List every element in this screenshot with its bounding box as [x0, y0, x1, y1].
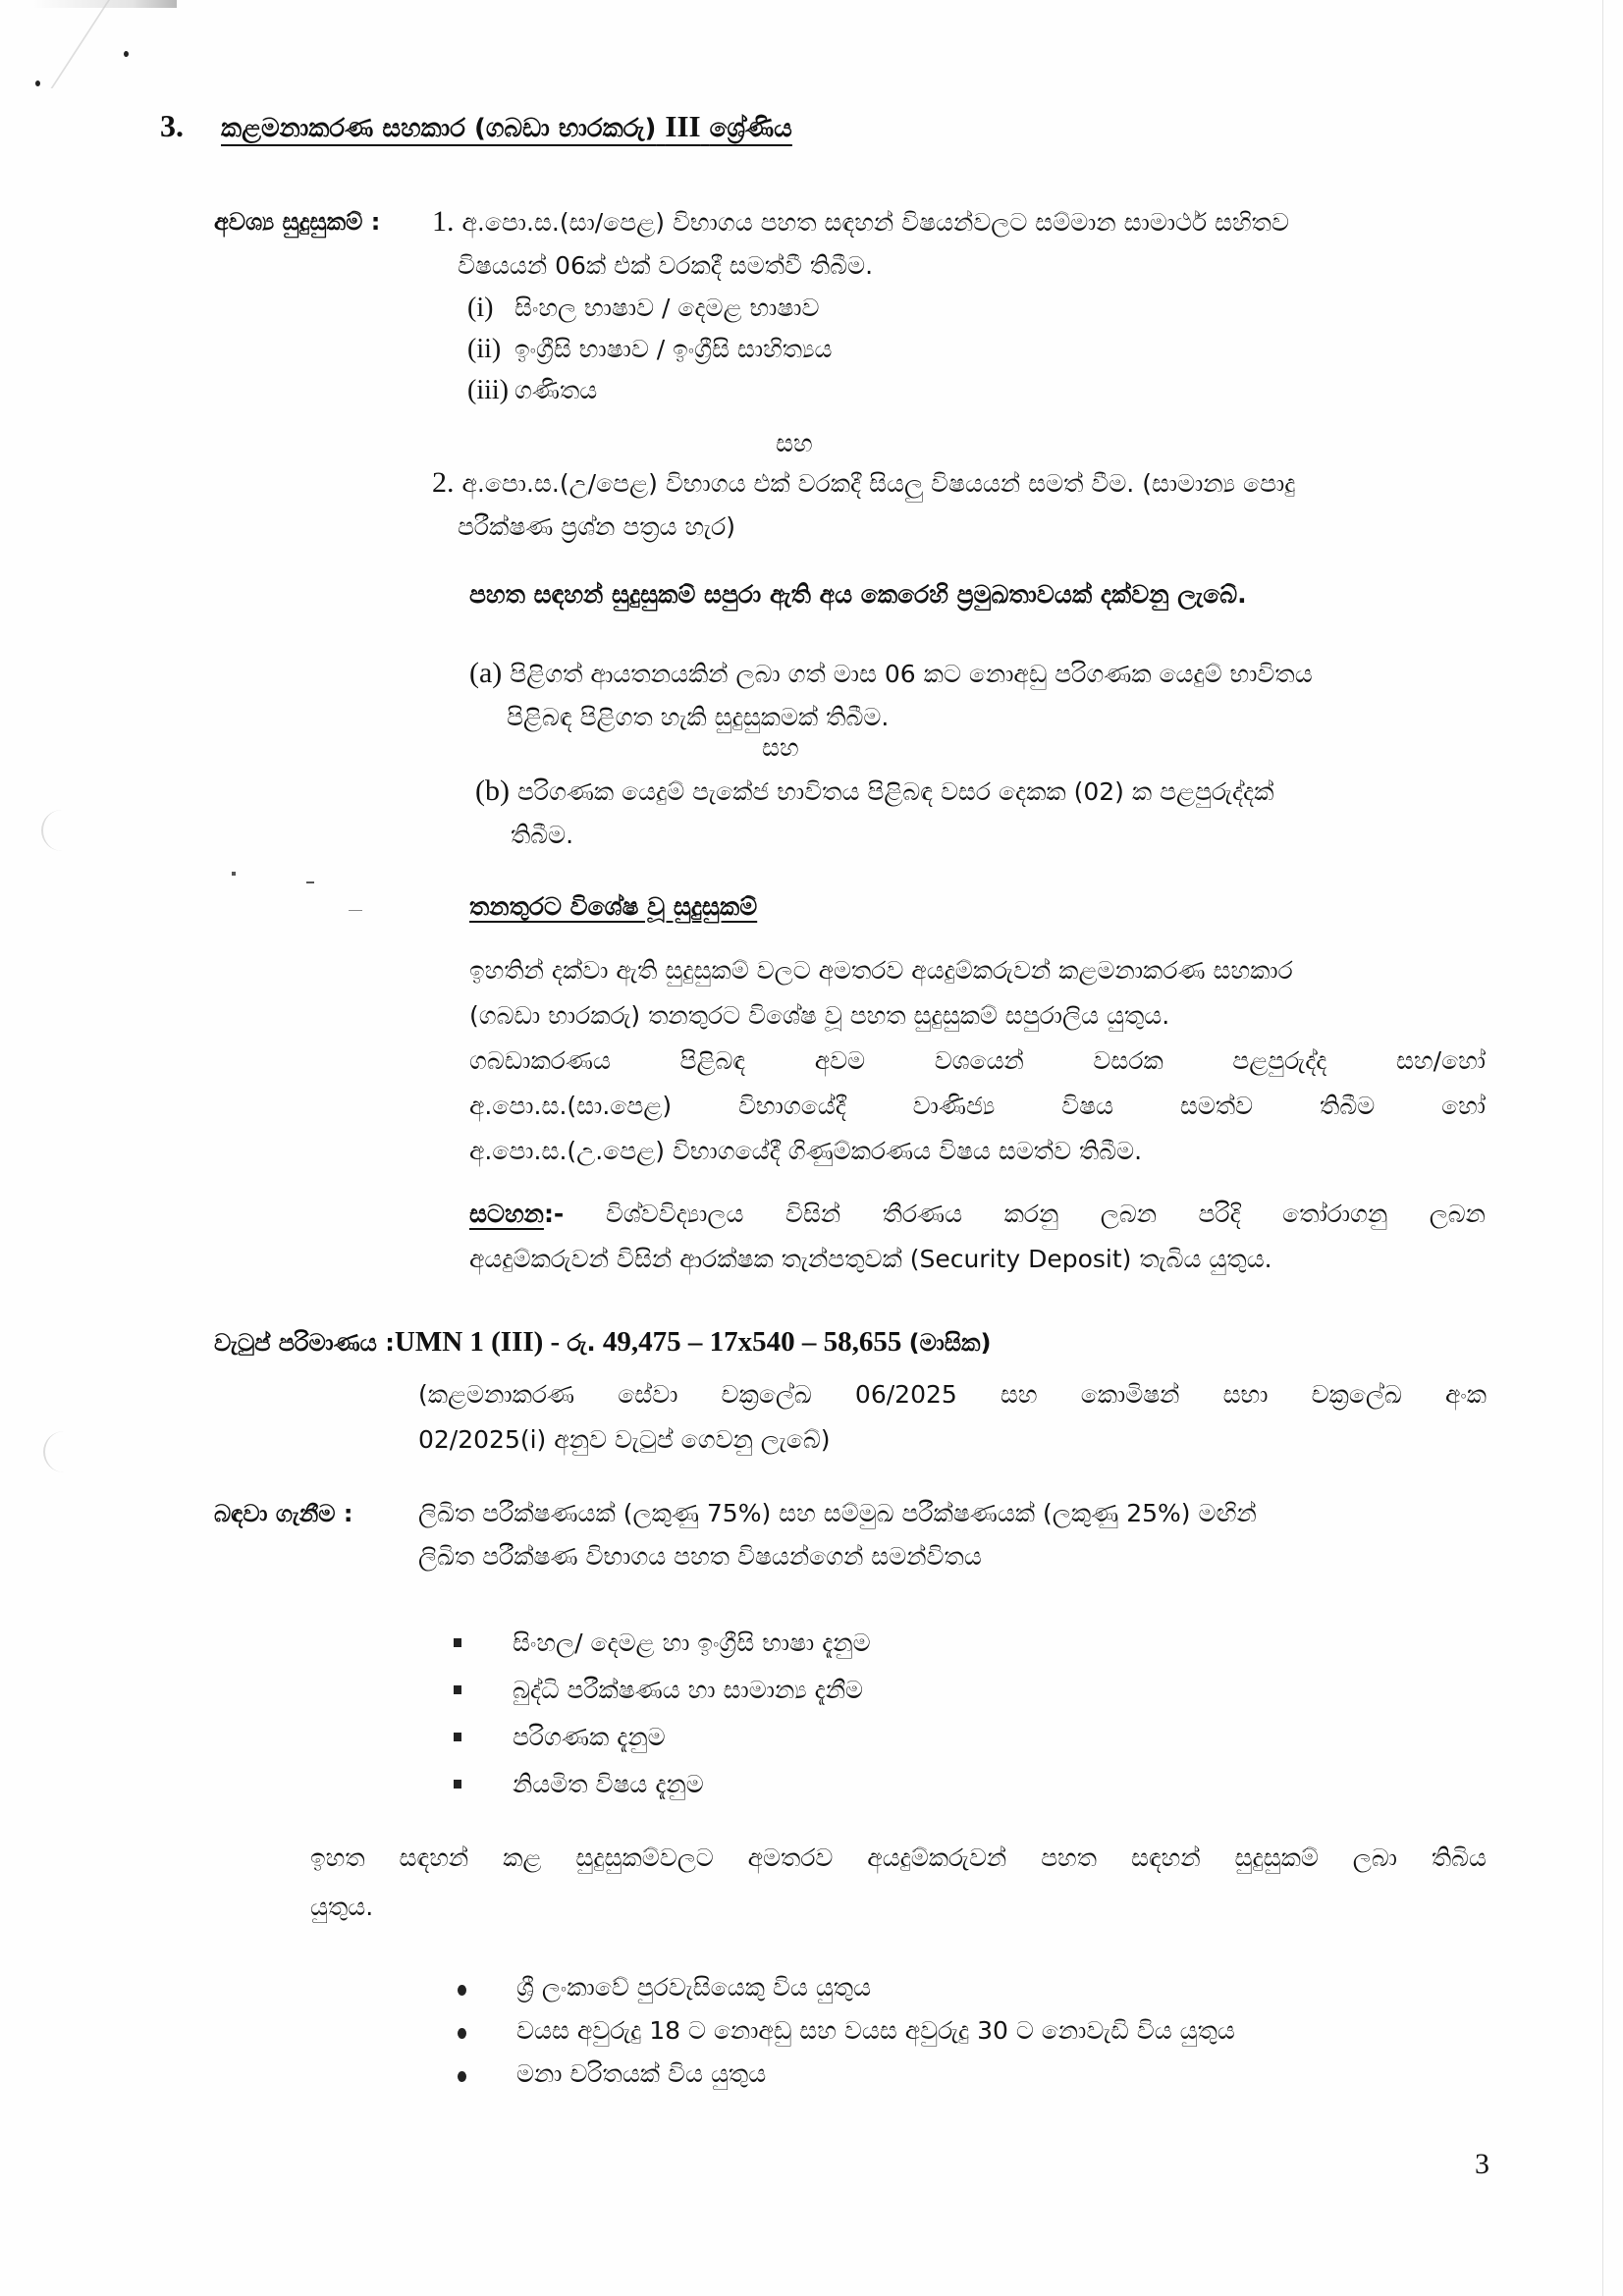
priority-a-line1: පිළිගත් ආයතනයකින් ලබා ගත් මාස 06 කට නොඅඩු පරිගණක යෙදුම් භාවිතය: [510, 660, 1313, 688]
recruitment-line2: ලිඛිත පරීක්ෂණ විභාගය පහත විෂයන්ගෙන් සමන්විතය: [418, 1542, 982, 1571]
salary-values: 49,475 – 17x540 – 58,655: [595, 1326, 909, 1358]
subject-list: [467, 287, 833, 410]
salary-note: [418, 1372, 1487, 1463]
square-bullet-icon: [454, 1685, 461, 1694]
eligibility-text: වයස අවුරුදු 18 ට නොඅඩු සහ වයස අවුරුදු 30 ට නොවැඩි විය යුතුය: [516, 2016, 1235, 2045]
exam-subject-text: පරිගණක දැනුම: [513, 1723, 666, 1751]
subject-marker: (ii): [467, 334, 502, 364]
item-marker: (b): [475, 774, 510, 807]
special-para2-line1: ගබඩාකරණය පිළිබඳ අවම වශයෙන් වසරක පළපුරුද්ද සහ/හෝ: [469, 1046, 1486, 1075]
priority-note: පහත සඳහන් සුදුසුකම් සපුරා ඇති අය කෙරෙහි ප්‍රමුඛතාවයක් දක්වනු ලැබේ.: [469, 580, 1247, 609]
punch-hole-mark: [43, 1431, 84, 1472]
section-number: 3.: [160, 108, 184, 143]
special-para1-line1: ඉහතින් දක්වා ඇති සුදුසුකම් වලට අමතරව අයදුම්කරුවන් කළමනාකරණ සහකාර: [469, 956, 1293, 985]
salary-currency: රු.: [567, 1329, 596, 1357]
item-marker: 1.: [432, 205, 455, 238]
page-number: 3: [1475, 2148, 1489, 2180]
special-para2-line3: අ.පො.ස.(උ.පෙළ) විභාගයේදී ගිණුම්කරණය විෂය සමත්ව තිබීම.: [469, 1137, 1143, 1165]
subject-text: ඉංග්‍රීසි භාෂාව / ඉංග්‍රීසි සාහිත්‍යය: [514, 335, 833, 363]
subject-item: [467, 369, 833, 410]
subject-text: සිංහල භාෂාව / දෙමළ භාෂාව: [514, 294, 820, 322]
note-separator: :-: [543, 1200, 565, 1228]
qualification-item-2: [432, 461, 1483, 549]
exam-subject-item: [454, 1714, 871, 1761]
exam-subject-item: [454, 1620, 871, 1667]
round-bullet-icon: [458, 1985, 466, 1996]
subject-text: ගණිතය: [514, 376, 598, 404]
special-para2-line2: අ.පො.ස.(සා.පෙළ) විභාගයේදී වාණිජ්‍ය විෂය සමත්ව තිබීම හෝ: [469, 1092, 1486, 1120]
section-heading: [160, 106, 792, 148]
square-bullet-icon: [454, 1780, 461, 1789]
note-label: සටහන: [469, 1200, 544, 1228]
scan-fold-line-artifact: [51, 0, 110, 88]
conjunction-and: සහ: [776, 429, 813, 457]
exam-subject-item: [454, 1761, 871, 1808]
special-qualifications-heading: තනතුරට විශේෂ වූ සුදුසුකම්: [469, 892, 758, 921]
section-title-part1: කළමනාකරණ සහකාර (ගබඩා භාරකරු): [221, 114, 657, 143]
additional-intro-line1: ඉහත සඳහන් කළ සුදුසුකම්වලට අමතරව අයදුම්කරුවන් පහත සඳහන් සුදුසුකම් ලබා තිබිය: [310, 1843, 1487, 1872]
scan-speck: [232, 872, 236, 876]
item-marker: 2.: [432, 466, 455, 499]
priority-b-line2: තිබීම.: [511, 821, 574, 849]
exam-subject-text: සිංහල/ දෙමළ හා ඉංග්‍රීසි භාෂා දැනුම: [513, 1629, 871, 1657]
exam-subject-text: බුද්ධි පරීක්ෂණය හා සාමාන්‍ය දැනීම: [513, 1676, 863, 1704]
round-bullet-icon: [458, 2071, 466, 2082]
salary-label: වැටුප් පරිමාණය :: [214, 1329, 395, 1357]
subject-item: [467, 287, 833, 328]
salary-scale-row: [214, 1321, 992, 1364]
conjunction-and: සහ: [762, 733, 799, 762]
special-para1-line2: (ගබඩා භාරකරු) තනතුරට විශේෂ වූ පහත සුදුසුකම් සපුරාලිය යුතුය.: [469, 1001, 1170, 1030]
section-title-grade: III: [665, 109, 701, 143]
square-bullet-icon: [454, 1733, 461, 1741]
additional-intro-line2: යුතුය.: [310, 1893, 374, 1921]
priority-item-b: [475, 770, 1273, 857]
round-bullet-icon: [458, 2028, 466, 2039]
security-note-line2: අයදුම්කරුවන් විසින් ආරක්ෂක තැන්පතුවක් (Security Deposit) තැබිය යුතුය.: [469, 1245, 1272, 1273]
section-title-part2: ශ්‍රේණිය: [709, 114, 792, 143]
exam-subject-item: [454, 1667, 871, 1714]
qualification-item-1: [432, 200, 1483, 288]
item-marker: (a): [469, 657, 503, 689]
qualification-1-line1: අ.පො.ස.(සා/පෙළ) විභාගය පහත සඳහන් විෂයන්වලට සම්මාන සාමාර්ථ සහිතව: [461, 208, 1289, 237]
subject-marker: (i): [467, 293, 494, 323]
scan-speck: [349, 910, 362, 911]
priority-a-line2: පිළිබඳ පිළිගත හැකි සුදුසුකමක් තිබීම.: [507, 703, 890, 731]
eligibility-item: [458, 2053, 1235, 2096]
salary-period: (මාසික): [908, 1329, 992, 1357]
scan-speck: [35, 80, 40, 86]
security-note-line1: [469, 1192, 1486, 1237]
note-text-line1: විශ්වවිද්‍යාලය විසින් තීරණය කරනු ලබන පරිදි තෝරාගනු ලබන: [605, 1200, 1486, 1228]
recruitment-text: [418, 1492, 1257, 1578]
salary-code: UMN 1 (III) -: [394, 1326, 568, 1358]
priority-item-a: [469, 652, 1313, 739]
square-bullet-icon: [454, 1638, 461, 1647]
priority-b-line1: පරිගණක යෙදුම් පැකේජ භාවිතය පිළිබඳ වසර දෙකක (02) ක පළපුරුද්දක්: [516, 777, 1274, 806]
additional-requirements-intro: [310, 1834, 1487, 1932]
eligibility-text: මනා චරිතයක් විය යුතුය: [516, 2059, 767, 2088]
security-note: [469, 1192, 1486, 1282]
scan-speck: [306, 881, 314, 883]
eligibility-list: [458, 1966, 1235, 2096]
scan-edge-line: [1602, 0, 1603, 2296]
punch-hole-mark: [41, 810, 82, 851]
exam-subjects-list: [454, 1620, 871, 1808]
exam-subject-text: නියමිත විෂය දැනුම: [513, 1770, 704, 1798]
qualification-2-line1: අ.පො.ස.(උ/පෙළ) විභාගය එක් වරකදී සියලු විෂයයන් සමත් වීම. (සාමාන්‍ය පොදු: [461, 469, 1296, 498]
eligibility-item: [458, 1966, 1235, 2009]
special-qualifications-body: [469, 948, 1486, 1174]
recruitment-line1: ලිඛිත පරීක්ෂණයක් (ලකුණු 75%) සහ සම්මුඛ පරීක්ෂණයක් (ලකුණු 25%) මඟින්: [418, 1499, 1257, 1527]
scan-speck: [124, 51, 129, 57]
recruitment-label: බඳවා ගැනීම :: [214, 1500, 353, 1527]
qualification-1-line2: විෂයයන් 06ක් එක් වරකදී සමත්වී තිබීම.: [458, 251, 874, 280]
eligibility-text: ශ්‍රී ලංකාවේ පුරවැසියෙකු විය යුතුය: [516, 1973, 872, 2002]
eligibility-item: [458, 2009, 1235, 2053]
subject-marker: (iii): [467, 375, 509, 405]
qualifications-label: අවශ්‍ය සුදුසුකම් :: [214, 208, 381, 236]
qualification-2-line2: පරීක්ෂණ ප්‍රශ්න පත්‍රය හැර): [458, 512, 735, 541]
section-title: [221, 109, 792, 143]
salary-note-line2: 02/2025(i) අනුව වැටුප් ගෙවනු ලැබේ): [418, 1425, 831, 1454]
salary-note-line1: (කළමනාකරණ සේවා චක්‍රලේඛ 06/2025 සහ කොමිෂන් සභා චක්‍රලේඛ අංක: [418, 1380, 1487, 1409]
subject-item: [467, 328, 833, 369]
